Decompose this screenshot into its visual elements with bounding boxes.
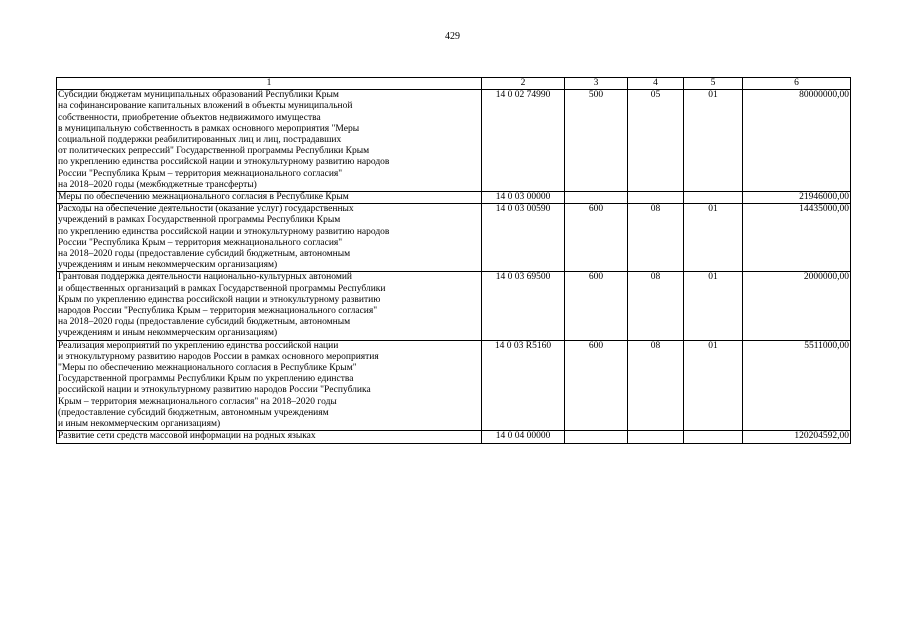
row-amount: 80000000,00 [743, 90, 851, 192]
row-col5: 01 [684, 90, 743, 192]
budget-table [56, 77, 851, 444]
page-number: 429 [445, 31, 460, 42]
table-header-row [57, 78, 851, 90]
row-target-code: 14 0 03 00000 [482, 192, 565, 204]
row-description: Реализация мероприятий по укреплению единства российской нации и этнокультурному развитию народов России в рамках основного мероприятия "Меры по обеспечению межнационального согласия в Республике Крым" Государственной программы Республики Крым по укреплению единства российской нации и этнокультурному развитию народов России "Республика Крым – территория межнационального согласия" на 2018–2020 годы (предоставление субсидий бюджетным, автономным учреждениям и иным некоммерческим организациям) [57, 340, 482, 431]
table-row [57, 340, 851, 431]
row-amount: 2000000,00 [743, 272, 851, 340]
row-col4: 08 [628, 272, 684, 340]
column-header: 5 [684, 78, 743, 90]
row-col3: 600 [565, 204, 628, 272]
row-description: Развитие сети средств массовой информации на родных языках [57, 431, 482, 443]
row-amount: 120204592,00 [743, 431, 851, 443]
row-col5: 01 [684, 340, 743, 431]
row-col5 [684, 192, 743, 204]
row-col3: 500 [565, 90, 628, 192]
row-col5 [684, 431, 743, 443]
column-header: 2 [482, 78, 565, 90]
column-header: 1 [57, 78, 482, 90]
row-description: Расходы на обеспечение деятельности (оказание услуг) государственных учреждений в рамках Государственной программы Республики Крым по укреплению единства российской нации и этнокультурному развитию народов России "Республика Крым – территория межнационального согласия" на 2018–2020 годы (предоставление субсидий бюджетным, автономным учреждениям и иным некоммерческим организациям) [57, 204, 482, 272]
row-amount: 14435000,00 [743, 204, 851, 272]
row-target-code: 14 0 04 00000 [482, 431, 565, 443]
table-row [57, 431, 851, 443]
row-col3 [565, 431, 628, 443]
column-header: 3 [565, 78, 628, 90]
table-row [57, 90, 851, 192]
table-row [57, 204, 851, 272]
row-description: Грантовая поддержка деятельности национально-культурных автономий и общественных организаций в рамках Государственной программы Республики Крым по укреплению единства российской нации и этнокультурному развитию народов России "Республика Крым – территория межнационального согласия" на 2018–2020 годы (предоставление субсидий бюджетным, автономным учреждениям и иным некоммерческим организациям) [57, 272, 482, 340]
column-header: 6 [743, 78, 851, 90]
row-col4: 08 [628, 204, 684, 272]
row-description: Меры по обеспечению межнационального согласия в Республике Крым [57, 192, 482, 204]
row-col3: 600 [565, 340, 628, 431]
row-amount: 5511000,00 [743, 340, 851, 431]
row-col3: 600 [565, 272, 628, 340]
row-col5: 01 [684, 272, 743, 340]
row-description: Субсидии бюджетам муниципальных образований Республики Крым на софинансирование капитальных вложений в объекты муниципальной собственности, приобретение объектов недвижимого имущества в муниципальную собственность в рамках основного мероприятия "Меры социальной поддержки реабилитированных лиц и лиц, пострадавших от политических репрессий" Государственной программы Республики Крым по укреплению единства российской нации и этнокультурному развитию народов России "Республика Крым – территория межнационального согласия" на 2018–2020 годы (межбюджетные трансферты) [57, 90, 482, 192]
row-col4 [628, 192, 684, 204]
row-col4: 05 [628, 90, 684, 192]
row-amount: 21946000,00 [743, 192, 851, 204]
row-target-code: 14 0 02 74990 [482, 90, 565, 192]
row-col5: 01 [684, 204, 743, 272]
row-col4 [628, 431, 684, 443]
column-header: 4 [628, 78, 684, 90]
row-target-code: 14 0 03 R5160 [482, 340, 565, 431]
table-row [57, 192, 851, 204]
row-col3 [565, 192, 628, 204]
row-col4: 08 [628, 340, 684, 431]
row-target-code: 14 0 03 69500 [482, 272, 565, 340]
row-target-code: 14 0 03 00590 [482, 204, 565, 272]
table-row [57, 272, 851, 340]
